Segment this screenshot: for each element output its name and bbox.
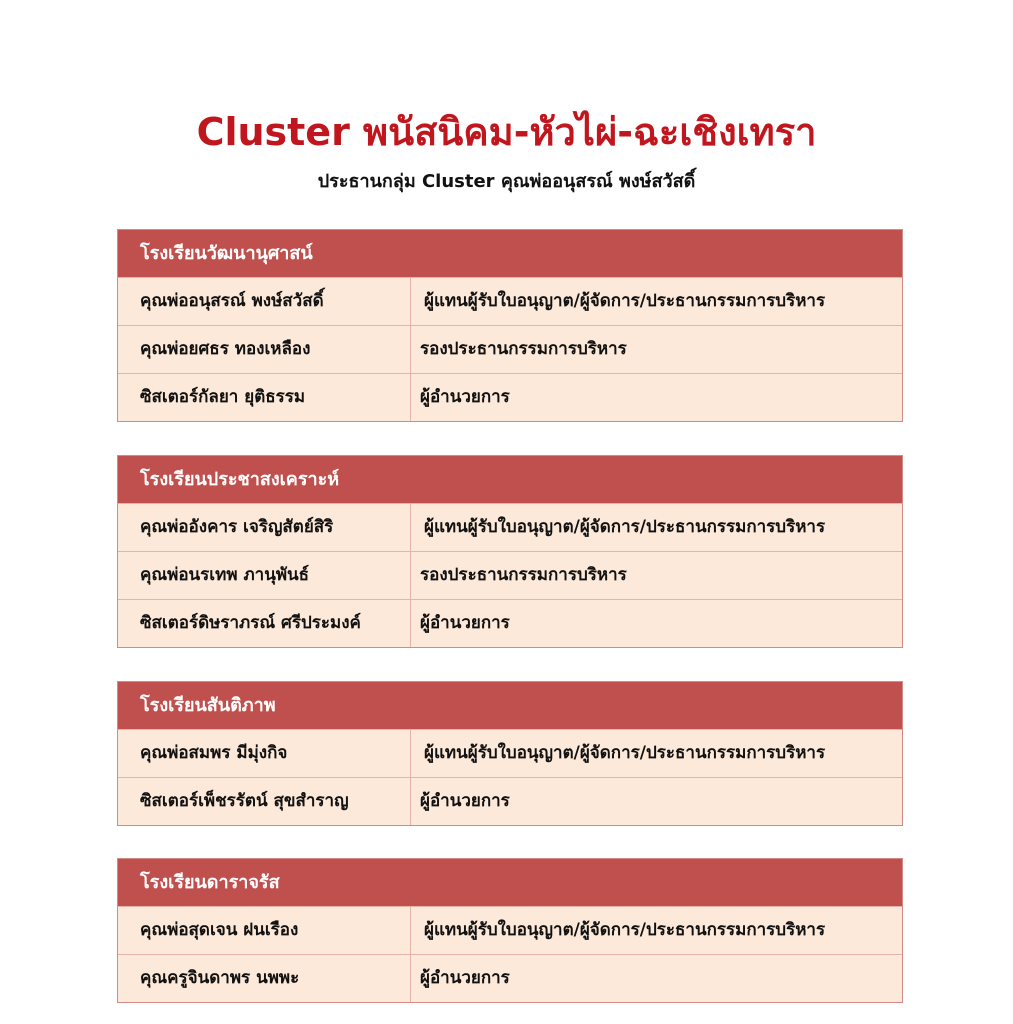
school-table-darajarus — [117, 858, 903, 1003]
column-divider — [410, 326, 411, 373]
member-name: คุณพ่อสมพร มีมุ่งกิจ — [140, 743, 288, 763]
member-name: ซิสเตอร์ดิษราภรณ์ ศรีประมงค์ — [140, 613, 361, 633]
member-role: รองประธานกรรมการบริหาร — [420, 565, 627, 585]
school-header: โรงเรียนสันติภาพ — [118, 682, 902, 729]
column-divider — [410, 778, 411, 825]
column-divider — [410, 730, 411, 777]
member-name: คุณพ่ออนุสรณ์ พงษ์สวัสดิ์ — [140, 291, 324, 311]
member-role: ผู้อำนวยการ — [420, 613, 510, 633]
member-name: คุณพ่อนรเทพ ภานุพันธ์ — [140, 565, 310, 585]
column-divider — [410, 955, 411, 1002]
school-table-prachasongkhro — [117, 455, 903, 648]
member-role: ผู้แทนผู้รับใบอนุญาต/ผู้จัดการ/ประธานกรรมการบริหาร — [424, 291, 826, 311]
column-divider — [410, 504, 411, 551]
column-divider — [410, 278, 411, 325]
school-table-wattananusas — [117, 229, 903, 422]
table-row — [118, 599, 902, 647]
member-name: คุณพ่อยศธร ทองเหลือง — [140, 339, 311, 359]
column-divider — [410, 907, 411, 954]
school-header: โรงเรียนวัฒนานุศาสน์ — [118, 230, 902, 277]
member-role: ผู้อำนวยการ — [420, 791, 510, 811]
member-name: ซิสเตอร์เพ็ชรรัตน์ สุขสำราญ — [140, 791, 349, 811]
table-row — [118, 906, 902, 954]
table-row — [118, 277, 902, 325]
member-role: ผู้อำนวยการ — [420, 387, 510, 407]
school-table-santiphap — [117, 681, 903, 826]
column-divider — [410, 374, 411, 421]
table-row — [118, 729, 902, 777]
member-role: ผู้อำนวยการ — [420, 968, 510, 988]
column-divider — [410, 552, 411, 599]
school-header: โรงเรียนประชาสงเคราะห์ — [118, 456, 902, 503]
table-row — [118, 954, 902, 1002]
member-name: คุณพ่อสุดเจน ฝนเรือง — [140, 920, 299, 940]
member-role: ผู้แทนผู้รับใบอนุญาต/ผู้จัดการ/ประธานกรรมการบริหาร — [424, 920, 826, 940]
school-header: โรงเรียนดาราจรัส — [118, 859, 902, 906]
table-row — [118, 325, 902, 373]
table-row — [118, 777, 902, 825]
table-row — [118, 551, 902, 599]
column-divider — [410, 600, 411, 647]
member-name: คุณครูจินดาพร นพพะ — [140, 968, 300, 988]
table-row — [118, 373, 902, 421]
member-name: ซิสเตอร์กัลยา ยุติธรรม — [140, 387, 306, 407]
page-subtitle: ประธานกลุ่ม Cluster คุณพ่ออนุสรณ์ พงษ์สวัสดิ์ — [317, 171, 696, 192]
page-title: Cluster พนัสนิคม-หัวไผ่-ฉะเชิงเทรา — [196, 110, 817, 154]
member-role: ผู้แทนผู้รับใบอนุญาต/ผู้จัดการ/ประธานกรรมการบริหาร — [424, 517, 826, 537]
member-name: คุณพ่ออังคาร เจริญสัตย์สิริ — [140, 517, 334, 537]
member-role: รองประธานกรรมการบริหาร — [420, 339, 627, 359]
member-role: ผู้แทนผู้รับใบอนุญาต/ผู้จัดการ/ประธานกรรมการบริหาร — [424, 743, 826, 763]
table-row — [118, 503, 902, 551]
